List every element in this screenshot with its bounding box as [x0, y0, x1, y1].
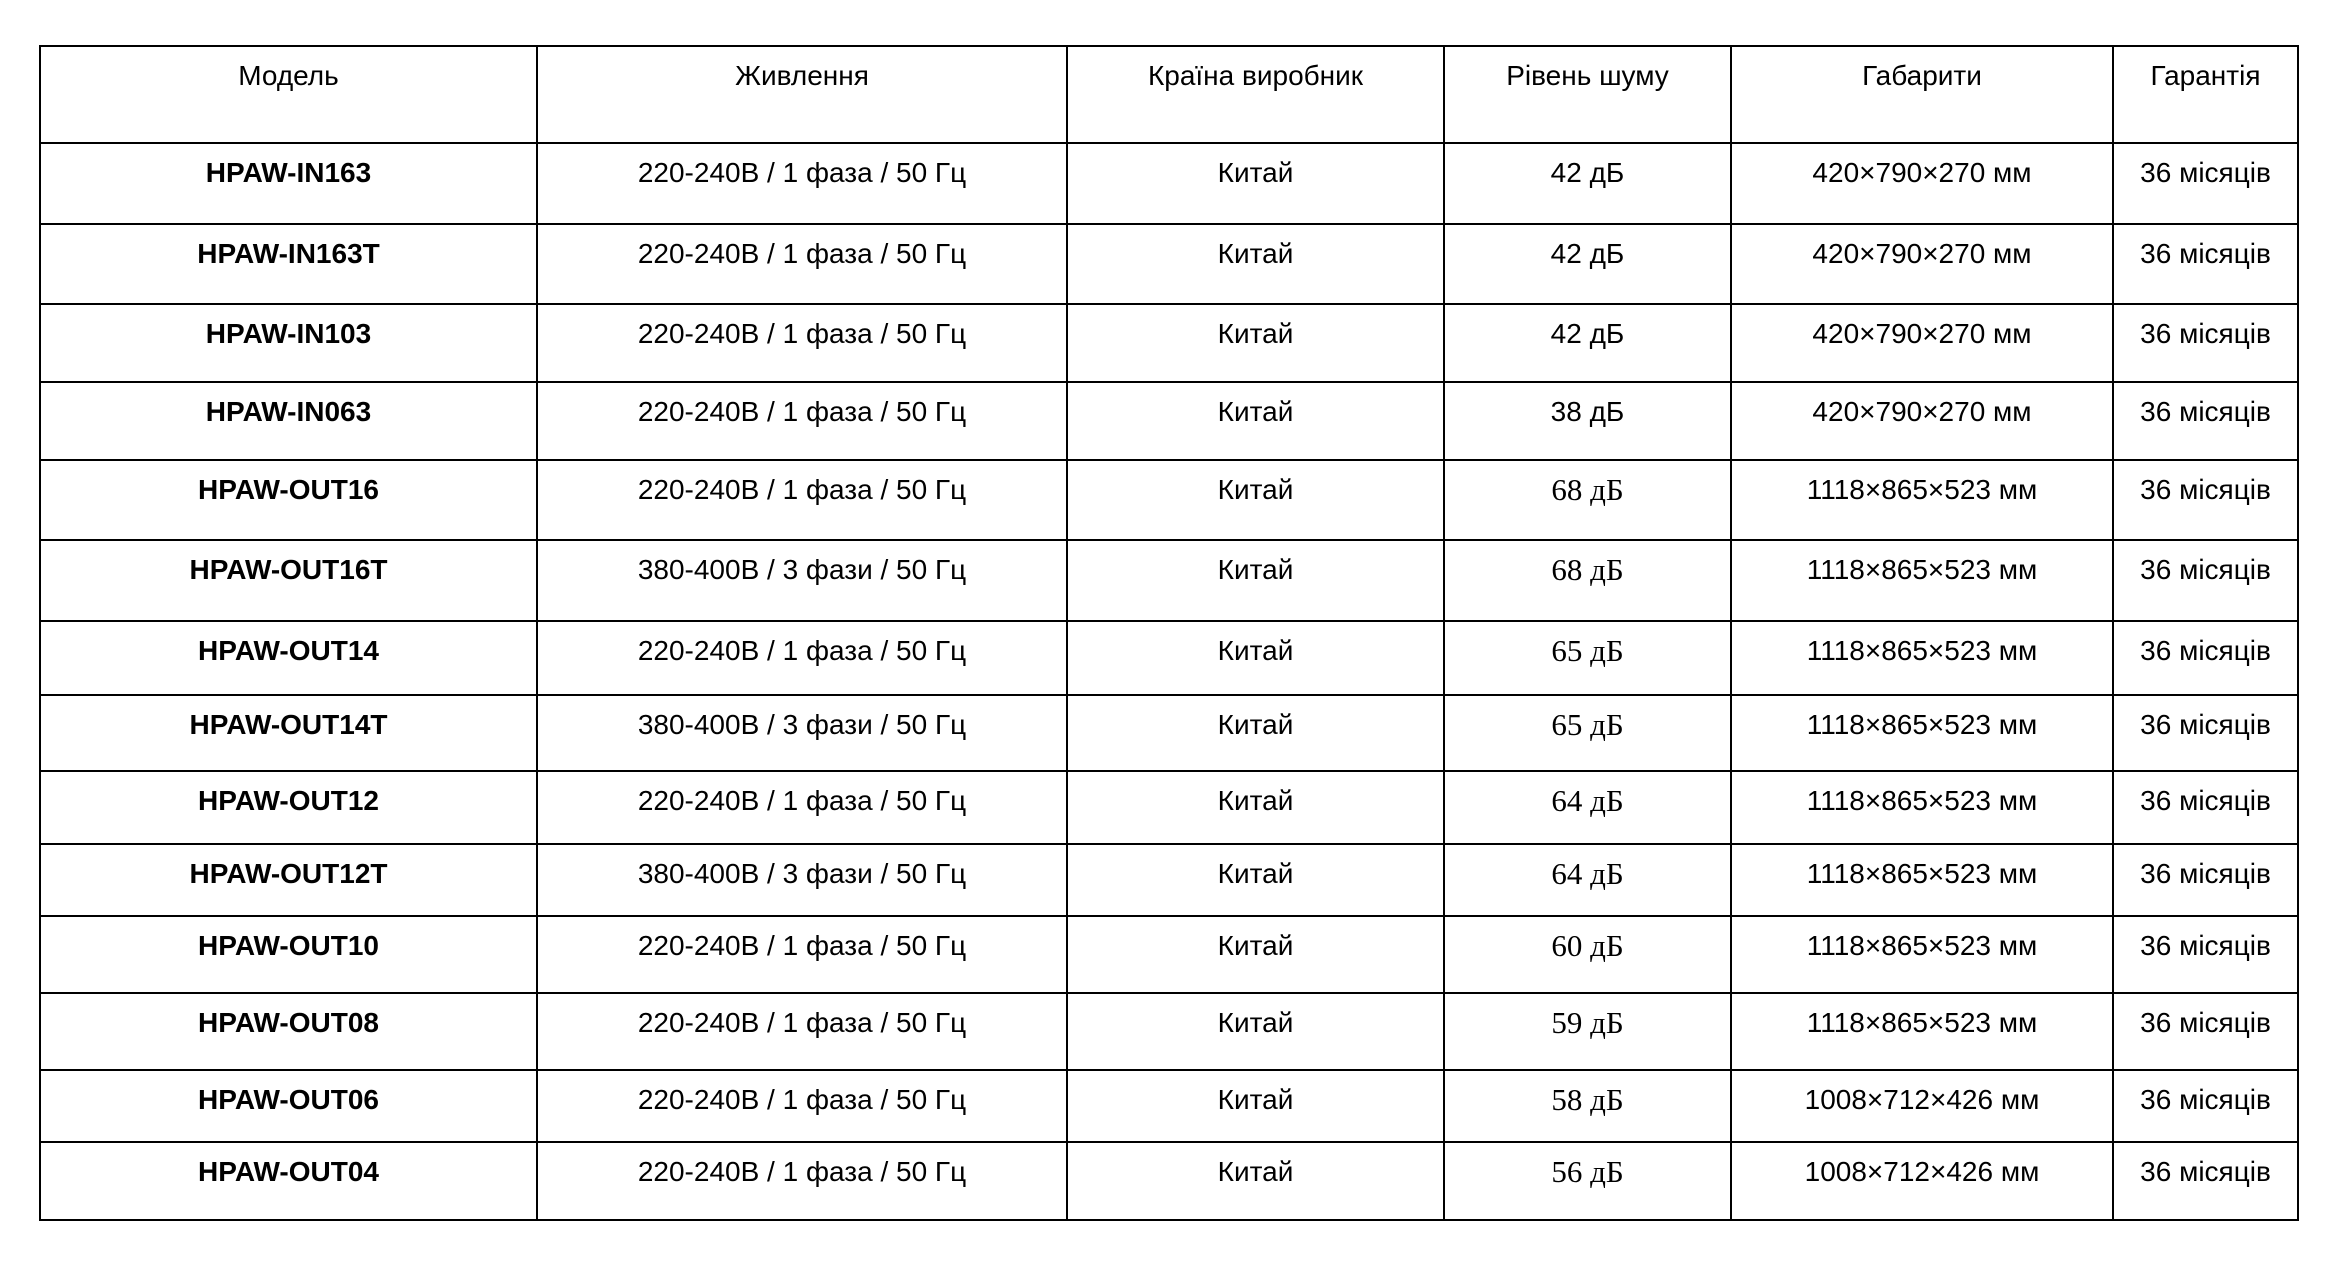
model-cell: HPAW-IN103 — [40, 304, 537, 382]
table-row — [40, 224, 2298, 304]
table-row — [40, 1070, 2298, 1142]
header-country: Країна виробник — [1067, 46, 1444, 143]
model-cell: HPAW-OUT12T — [40, 844, 537, 916]
dimensions-cell: 1118×865×523 мм — [1731, 844, 2113, 916]
warranty-cell: 36 місяців — [2113, 844, 2298, 916]
table-row — [40, 304, 2298, 382]
dimensions-cell: 1118×865×523 мм — [1731, 621, 2113, 695]
noise-cell: 42 дБ — [1444, 224, 1731, 304]
table-row — [40, 916, 2298, 993]
country-cell: Китай — [1067, 695, 1444, 771]
power-cell: 220-240В / 1 фаза / 50 Гц — [537, 993, 1067, 1070]
dimensions-cell: 1118×865×523 мм — [1731, 771, 2113, 844]
header-dimensions: Габарити — [1731, 46, 2113, 143]
power-cell: 220-240В / 1 фаза / 50 Гц — [537, 143, 1067, 224]
warranty-cell: 36 місяців — [2113, 771, 2298, 844]
header-power: Живлення — [537, 46, 1067, 143]
country-cell: Китай — [1067, 460, 1444, 540]
noise-cell: 68 дБ — [1444, 460, 1731, 540]
noise-cell: 59 дБ — [1444, 993, 1731, 1070]
noise-cell: 65 дБ — [1444, 621, 1731, 695]
spec-table — [39, 45, 2299, 1221]
noise-cell: 38 дБ — [1444, 382, 1731, 460]
header-warranty: Гарантія — [2113, 46, 2298, 143]
country-cell: Китай — [1067, 621, 1444, 695]
dimensions-cell: 1118×865×523 мм — [1731, 540, 2113, 621]
warranty-cell: 36 місяців — [2113, 695, 2298, 771]
model-cell: HPAW-OUT04 — [40, 1142, 537, 1220]
country-cell: Китай — [1067, 224, 1444, 304]
table-row — [40, 993, 2298, 1070]
model-cell: HPAW-OUT06 — [40, 1070, 537, 1142]
country-cell: Китай — [1067, 771, 1444, 844]
power-cell: 220-240В / 1 фаза / 50 Гц — [537, 771, 1067, 844]
power-cell: 220-240В / 1 фаза / 50 Гц — [537, 916, 1067, 993]
country-cell: Китай — [1067, 143, 1444, 224]
warranty-cell: 36 місяців — [2113, 224, 2298, 304]
dimensions-cell: 420×790×270 мм — [1731, 224, 2113, 304]
model-cell: HPAW-IN163 — [40, 143, 537, 224]
warranty-cell: 36 місяців — [2113, 621, 2298, 695]
power-cell: 220-240В / 1 фаза / 50 Гц — [537, 382, 1067, 460]
warranty-cell: 36 місяців — [2113, 143, 2298, 224]
header-row — [40, 46, 2298, 143]
table-row — [40, 143, 2298, 224]
dimensions-cell: 1118×865×523 мм — [1731, 460, 2113, 540]
dimensions-cell: 420×790×270 мм — [1731, 143, 2113, 224]
power-cell: 220-240В / 1 фаза / 50 Гц — [537, 224, 1067, 304]
table-body — [40, 143, 2298, 1220]
dimensions-cell: 420×790×270 мм — [1731, 382, 2113, 460]
warranty-cell: 36 місяців — [2113, 540, 2298, 621]
model-cell: HPAW-OUT10 — [40, 916, 537, 993]
country-cell: Китай — [1067, 304, 1444, 382]
power-cell: 220-240В / 1 фаза / 50 Гц — [537, 460, 1067, 540]
noise-cell: 42 дБ — [1444, 304, 1731, 382]
power-cell: 220-240В / 1 фаза / 50 Гц — [537, 1142, 1067, 1220]
noise-cell: 56 дБ — [1444, 1142, 1731, 1220]
model-cell: HPAW-OUT16T — [40, 540, 537, 621]
model-cell: HPAW-IN063 — [40, 382, 537, 460]
warranty-cell: 36 місяців — [2113, 460, 2298, 540]
table-header — [40, 46, 2298, 143]
power-cell: 220-240В / 1 фаза / 50 Гц — [537, 304, 1067, 382]
noise-cell: 65 дБ — [1444, 695, 1731, 771]
dimensions-cell: 1118×865×523 мм — [1731, 695, 2113, 771]
dimensions-cell: 1118×865×523 мм — [1731, 993, 2113, 1070]
model-cell: HPAW-OUT14T — [40, 695, 537, 771]
warranty-cell: 36 місяців — [2113, 382, 2298, 460]
model-cell: HPAW-OUT16 — [40, 460, 537, 540]
warranty-cell: 36 місяців — [2113, 304, 2298, 382]
table-row — [40, 1142, 2298, 1220]
country-cell: Китай — [1067, 382, 1444, 460]
country-cell: Китай — [1067, 916, 1444, 993]
header-model: Модель — [40, 46, 537, 143]
country-cell: Китай — [1067, 993, 1444, 1070]
table-row — [40, 695, 2298, 771]
country-cell: Китай — [1067, 844, 1444, 916]
table-row — [40, 771, 2298, 844]
country-cell: Китай — [1067, 1142, 1444, 1220]
noise-cell: 68 дБ — [1444, 540, 1731, 621]
table-row — [40, 540, 2298, 621]
noise-cell: 60 дБ — [1444, 916, 1731, 993]
model-cell: HPAW-IN163T — [40, 224, 537, 304]
dimensions-cell: 1008×712×426 мм — [1731, 1142, 2113, 1220]
dimensions-cell: 420×790×270 мм — [1731, 304, 2113, 382]
table-row — [40, 382, 2298, 460]
table-row — [40, 460, 2298, 540]
model-cell: HPAW-OUT08 — [40, 993, 537, 1070]
power-cell: 220-240В / 1 фаза / 50 Гц — [537, 1070, 1067, 1142]
table-row — [40, 844, 2298, 916]
power-cell: 380-400В / 3 фази / 50 Гц — [537, 844, 1067, 916]
power-cell: 220-240В / 1 фаза / 50 Гц — [537, 621, 1067, 695]
power-cell: 380-400В / 3 фази / 50 Гц — [537, 695, 1067, 771]
noise-cell: 64 дБ — [1444, 771, 1731, 844]
header-noise: Рівень шуму — [1444, 46, 1731, 143]
country-cell: Китай — [1067, 540, 1444, 621]
table-row — [40, 621, 2298, 695]
warranty-cell: 36 місяців — [2113, 993, 2298, 1070]
dimensions-cell: 1008×712×426 мм — [1731, 1070, 2113, 1142]
model-cell: HPAW-OUT14 — [40, 621, 537, 695]
power-cell: 380-400В / 3 фази / 50 Гц — [537, 540, 1067, 621]
warranty-cell: 36 місяців — [2113, 916, 2298, 993]
model-cell: HPAW-OUT12 — [40, 771, 537, 844]
dimensions-cell: 1118×865×523 мм — [1731, 916, 2113, 993]
warranty-cell: 36 місяців — [2113, 1142, 2298, 1220]
noise-cell: 58 дБ — [1444, 1070, 1731, 1142]
country-cell: Китай — [1067, 1070, 1444, 1142]
noise-cell: 42 дБ — [1444, 143, 1731, 224]
noise-cell: 64 дБ — [1444, 844, 1731, 916]
warranty-cell: 36 місяців — [2113, 1070, 2298, 1142]
